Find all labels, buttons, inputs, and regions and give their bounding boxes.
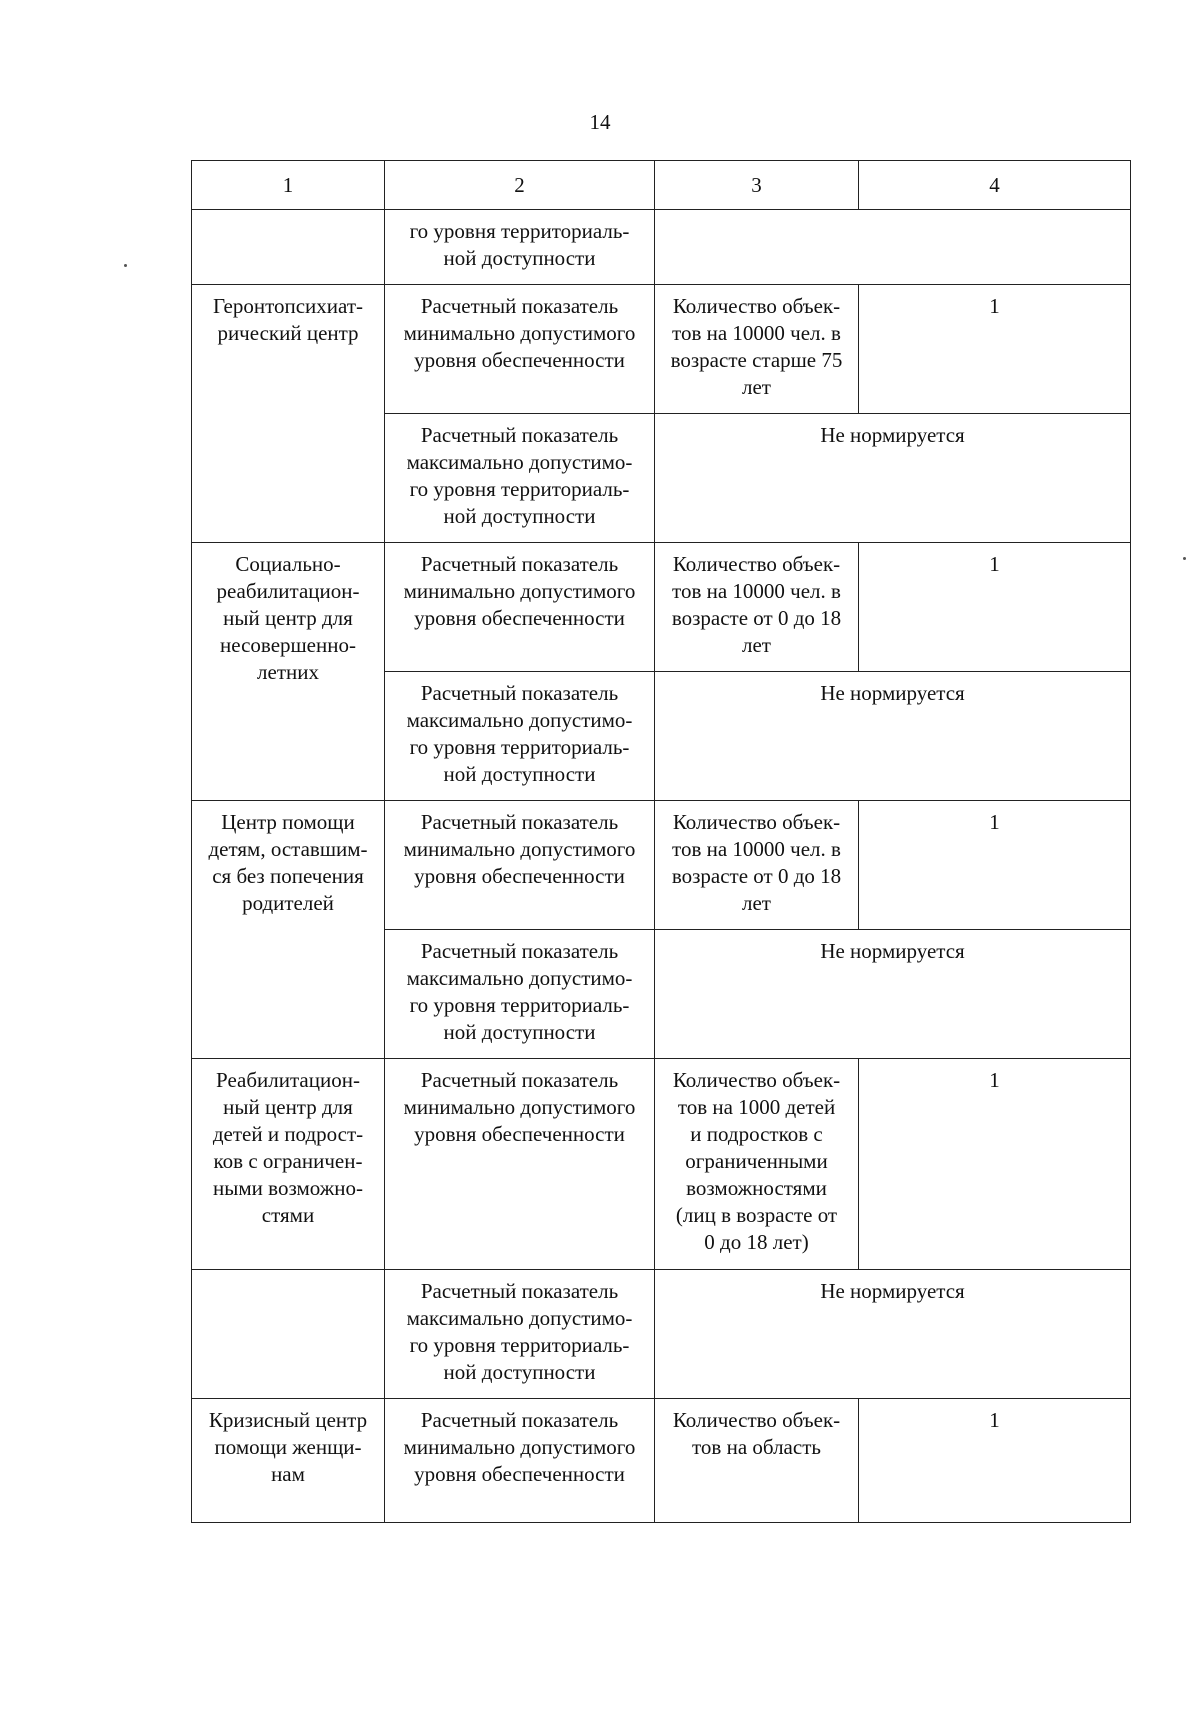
unit-cell: Количество объек- тов на 10000 чел. в возрасте старше 75 лет: [655, 285, 859, 414]
facility-name: Реабилитацион- ный центр для детей и подрост- ков с ограничен- ными возможно- стями: [192, 1059, 385, 1270]
value-cell: 1: [859, 285, 1131, 414]
norms-table: [191, 160, 1131, 1523]
header-col-2: 2: [385, 161, 655, 210]
header-col-4: 4: [859, 161, 1131, 210]
continuation-value: [655, 210, 1131, 285]
facility-name: Социально- реабилитацион- ный центр для несовершенно- летних: [192, 543, 385, 801]
indicator-min: Расчетный показатель минимально допустимого уровня обеспеченности: [385, 543, 655, 672]
facility-name: Геронтопсихиат- рический центр: [192, 285, 385, 543]
value-cell: 1: [859, 1059, 1131, 1270]
indicator-max: Расчетный показатель максимально допустимо- го уровня территориаль- ной доступности: [385, 930, 655, 1059]
indicator-min: Расчетный показатель минимально допустимого уровня обеспеченности: [385, 285, 655, 414]
indicator-max: Расчетный показатель максимально допустимо- го уровня территориаль- ной доступности: [385, 1270, 655, 1399]
not-normed-cell: Не нормируется: [655, 672, 1131, 801]
table-row: [192, 543, 1131, 672]
unit-cell: Количество объек- тов на область: [655, 1399, 859, 1523]
value-cell: 1: [859, 1399, 1131, 1523]
continuation-indicator: го уровня территориаль- ной доступности: [385, 210, 655, 285]
header-col-1: 1: [192, 161, 385, 210]
facility-name: Кризисный центр помощи женщи- нам: [192, 1399, 385, 1523]
table-row: [192, 1059, 1131, 1270]
value-cell: 1: [859, 543, 1131, 672]
unit-cell: Количество объек- тов на 10000 чел. в возрасте от 0 до 18 лет: [655, 543, 859, 672]
continuation-row: [192, 210, 1131, 285]
header-col-3: 3: [655, 161, 859, 210]
table-header-row: [192, 161, 1131, 210]
scan-speck: [1183, 557, 1186, 560]
table-row: [192, 801, 1131, 930]
indicator-min: Расчетный показатель минимально допустимого уровня обеспеченности: [385, 801, 655, 930]
value-cell: 1: [859, 801, 1131, 930]
indicator-min: Расчетный показатель минимально допустимого уровня обеспеченности: [385, 1059, 655, 1270]
table-row: [192, 285, 1131, 414]
unit-cell: Количество объек- тов на 1000 детей и подростков с ограниченными возможностями (лиц в возрасте от 0 до 18 лет): [655, 1059, 859, 1270]
facility-name-empty: [192, 1270, 385, 1399]
indicator-min: Расчетный показатель минимально допустимого уровня обеспеченности: [385, 1399, 655, 1523]
scan-speck: [124, 264, 127, 267]
continuation-col-1: [192, 210, 385, 285]
unit-cell: Количество объек- тов на 10000 чел. в возрасте от 0 до 18 лет: [655, 801, 859, 930]
not-normed-cell: Не нормируется: [655, 414, 1131, 543]
table-row: [192, 1399, 1131, 1523]
table-row: [192, 1270, 1131, 1399]
indicator-max: Расчетный показатель максимально допустимо- го уровня территориаль- ной доступности: [385, 672, 655, 801]
not-normed-cell: Не нормируется: [655, 930, 1131, 1059]
page-number: 14: [589, 110, 611, 134]
facility-name: Центр помощи детям, оставшим- ся без попечения родителей: [192, 801, 385, 1059]
not-normed-cell: Не нормируется: [655, 1270, 1131, 1399]
indicator-max: Расчетный показатель максимально допустимо- го уровня территориаль- ной доступности: [385, 414, 655, 543]
